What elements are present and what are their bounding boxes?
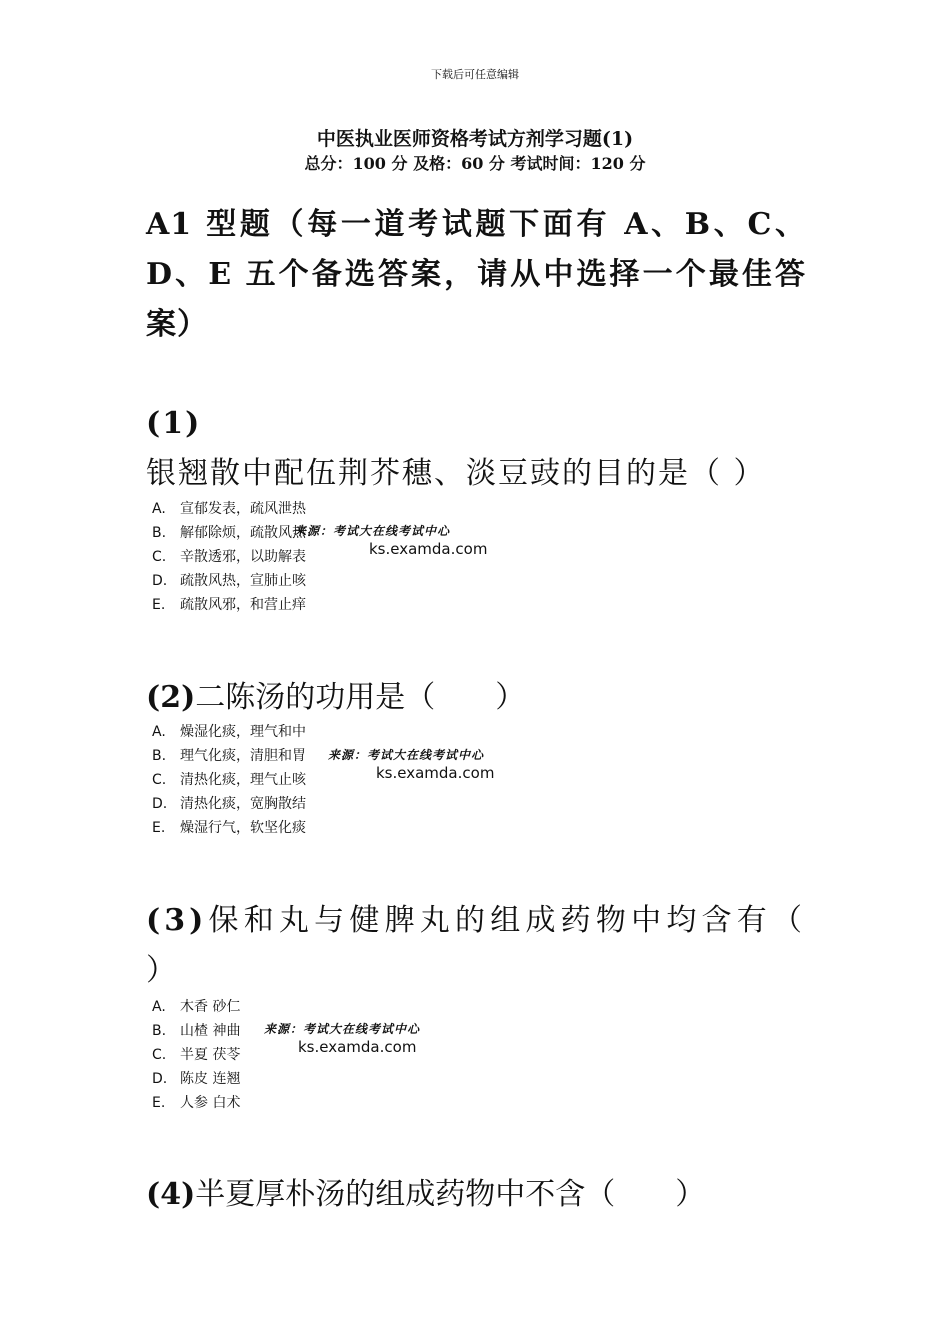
option-letter: D. <box>152 796 168 812</box>
question-stem: 二陈汤的功用是（ ） <box>195 680 526 715</box>
question-2-options <box>152 720 306 840</box>
question-1 <box>146 399 806 499</box>
question-stem: 半夏厚朴汤的组成药物中不含（ ） <box>195 1177 706 1212</box>
watermark-label: 来源：考试大在线考试中心 <box>294 524 451 538</box>
option-b <box>152 744 306 768</box>
question-2 <box>146 673 806 723</box>
option-text: 清热化痰，宽胸散结 <box>180 796 306 812</box>
option-letter: C. <box>152 1047 167 1063</box>
section-heading: A1 型题（每一道考试题下面有 A、B、C、D、E 五个备选答案，请从中选择一个最佳答案） <box>146 207 806 342</box>
option-e <box>152 593 306 617</box>
option-text: 理气化痰，清胆和胃 <box>180 748 306 764</box>
option-d <box>152 792 306 816</box>
option-d <box>152 1067 240 1091</box>
question-4 <box>146 1170 806 1220</box>
exam-info: 总分：100 分 及格：60 分 考试时间：120 分 <box>304 154 646 173</box>
option-text: 宣郁发表，疏风泄热 <box>180 501 306 517</box>
option-letter: D. <box>152 1071 168 1087</box>
option-letter: A. <box>152 999 166 1015</box>
option-letter: B. <box>152 748 167 764</box>
option-a <box>152 497 306 521</box>
watermark <box>328 746 494 782</box>
option-letter: C. <box>152 549 167 565</box>
option-text: 清热化痰，理气止咳 <box>180 772 306 788</box>
watermark-label: 来源：考试大在线考试中心 <box>264 1022 421 1036</box>
question-number: (4) <box>146 1177 196 1212</box>
watermark-url: ks.examda.com <box>369 540 488 558</box>
question-3-options <box>152 995 240 1115</box>
watermark-label: 来源：考试大在线考试中心 <box>328 748 485 762</box>
question-1-options <box>152 497 306 617</box>
option-text: 辛散透邪，以助解表 <box>180 549 306 565</box>
option-a <box>152 720 306 744</box>
header-note: 下载后可任意编辑 <box>431 68 519 81</box>
question-number: (1) <box>146 406 202 441</box>
option-letter: A. <box>152 501 166 517</box>
option-b <box>152 521 306 545</box>
option-a <box>152 995 240 1019</box>
option-letter: B. <box>152 1023 167 1039</box>
option-letter: B. <box>152 525 167 541</box>
question-stem: 保和丸与健脾丸的组成药物中均含有（ ） <box>146 903 806 988</box>
option-e <box>152 1091 240 1115</box>
option-letter: E. <box>152 820 166 836</box>
watermark <box>264 1020 420 1056</box>
option-text: 解郁除烦，疏散风热 <box>180 525 306 541</box>
option-e <box>152 816 306 840</box>
watermark <box>294 522 487 558</box>
option-letter: C. <box>152 772 167 788</box>
option-letter: E. <box>152 597 166 613</box>
option-b <box>152 1019 240 1043</box>
option-text: 燥湿化痰，理气和中 <box>180 724 306 740</box>
option-text: 木香 砂仁 <box>180 999 241 1015</box>
option-d <box>152 569 306 593</box>
option-c <box>152 545 306 569</box>
document-title: 中医执业医师资格考试方剂学习题(1) <box>316 128 634 150</box>
option-letter: A. <box>152 724 166 740</box>
watermark-url: ks.examda.com <box>376 764 495 782</box>
option-text: 燥湿行气，软坚化痰 <box>180 820 306 836</box>
option-text: 疏散风邪，和营止痒 <box>180 597 306 613</box>
question-number: (3) <box>146 903 208 938</box>
watermark-url: ks.examda.com <box>298 1038 417 1056</box>
question-number: (2) <box>146 680 196 715</box>
option-text: 半夏 茯苓 <box>180 1047 241 1063</box>
option-text: 人参 白术 <box>180 1095 241 1111</box>
option-text: 山楂 神曲 <box>180 1023 241 1039</box>
option-letter: D. <box>152 573 168 589</box>
option-c <box>152 768 306 792</box>
option-text: 陈皮 连翘 <box>180 1071 241 1087</box>
option-text: 疏散风热，宣肺止咳 <box>180 573 306 589</box>
option-c <box>152 1043 240 1067</box>
option-letter: E. <box>152 1095 166 1111</box>
question-3 <box>146 896 806 996</box>
question-stem: 银翘散中配伍荆芥穗、淡豆豉的目的是（ ） <box>146 456 766 491</box>
